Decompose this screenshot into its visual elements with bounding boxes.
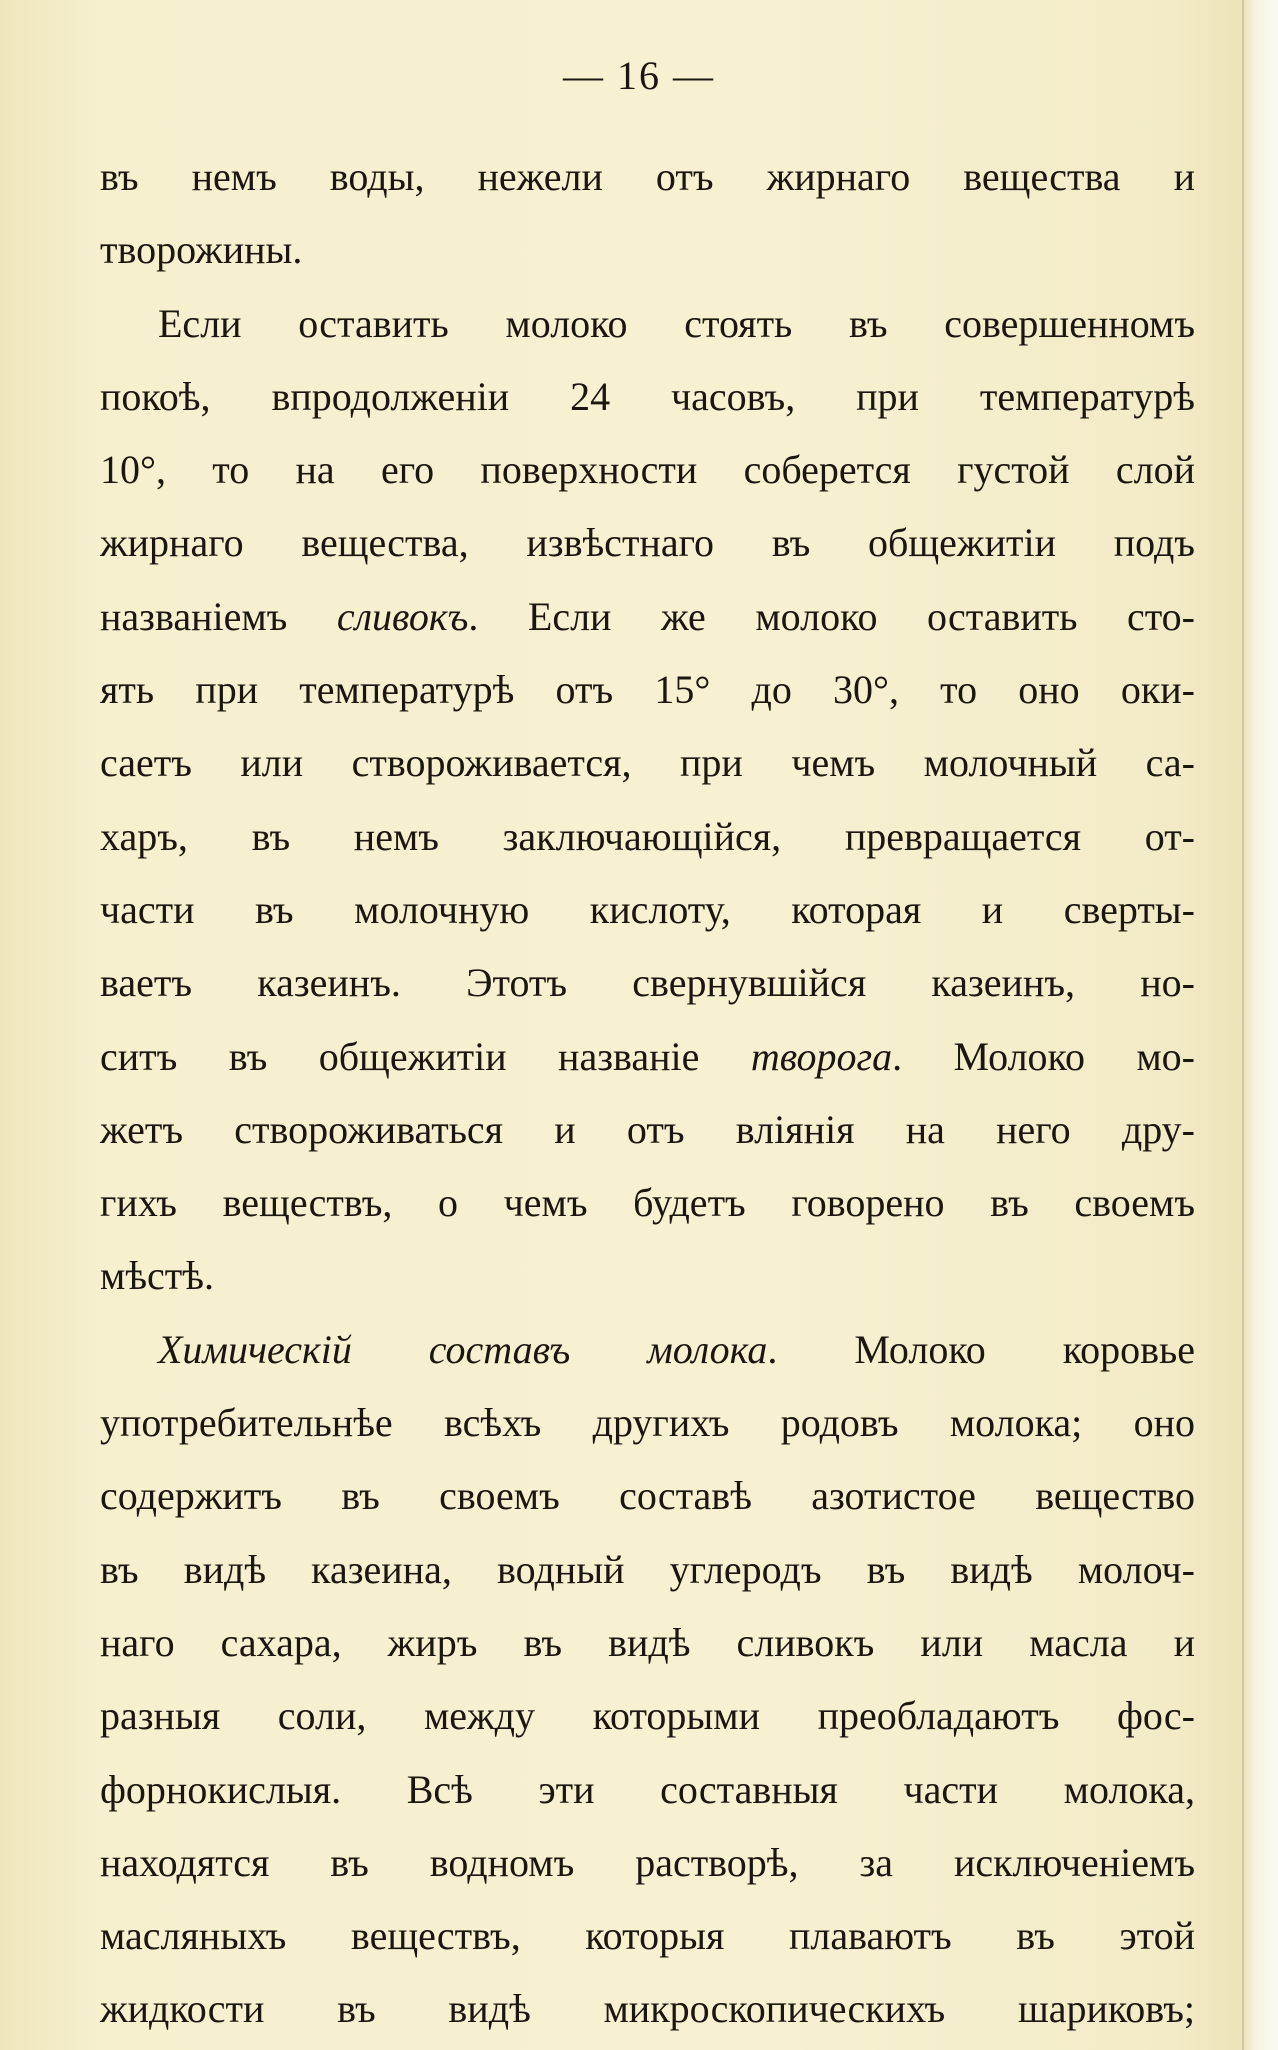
- text-line: наго сахара, жиръ въ видѣ сливокъ или масла и: [100, 1619, 1195, 1665]
- text-line: названіемъ сливокъ. Если же молоко оставить сто-: [100, 593, 1195, 639]
- emphasized-term: творога: [750, 1033, 893, 1079]
- text-line: находятся въ водномъ растворѣ, за исключеніемъ: [100, 1839, 1195, 1885]
- text-line: жидкости въ видѣ микроскопическихъ шариковъ;: [100, 1986, 1195, 2032]
- page-edge: [1242, 0, 1278, 2050]
- text-line: творожины.: [100, 227, 303, 273]
- text-line: харъ, въ немъ заключающійся, превращается от-: [100, 813, 1195, 859]
- emphasized-term: сливокъ: [336, 593, 469, 639]
- text-line: форнокислыя. Всѣ эти составныя части молока,: [100, 1766, 1195, 1812]
- paragraph-1: [100, 140, 1195, 287]
- page-number: — 16 —: [563, 53, 715, 98]
- text-line: жирнаго вещества, извѣстнаго въ общежитіи подъ: [100, 520, 1195, 566]
- text-line: жетъ створоживаться и отъ вліянія на него дру-: [100, 1106, 1195, 1152]
- text-line: мѣстѣ.: [100, 1253, 214, 1299]
- text-line: содержитъ въ своемъ составѣ азотистое вещество: [100, 1473, 1195, 1519]
- text-line: части въ молочную кислоту, которая и сверты-: [100, 886, 1195, 932]
- text-line: Если оставить молоко стоять въ совершенномъ: [158, 300, 1195, 346]
- text-line: разныя соли, между которыми преобладаютъ фос-: [100, 1693, 1195, 1739]
- text-line: покоѣ, впродолженіи 24 часовъ, при температурѣ: [100, 373, 1195, 419]
- paragraph-2: [100, 287, 1195, 1313]
- text-line: употребительнѣе всѣхъ другихъ родовъ молока; оно: [100, 1400, 1195, 1446]
- text-line: масляныхъ веществъ, которыя плаваютъ въ этой: [100, 1913, 1195, 1959]
- paragraph-3: [100, 1313, 1195, 2046]
- text-line: саетъ или створоживается, при чемъ молочный са-: [100, 740, 1195, 786]
- text-line: 10°, то на его поверхности соберется густой слой: [100, 447, 1195, 493]
- page-text: [100, 140, 1195, 2046]
- text-line: ять при температурѣ отъ 15° до 30°, то оно оки-: [100, 667, 1195, 713]
- text-line: ваетъ казеинъ. Этотъ свернувшійся казеинъ, но-: [100, 960, 1195, 1006]
- emphasized-term: Химическій составъ молока: [158, 1326, 768, 1372]
- text-line: Химическій составъ молока. Молоко коровье: [158, 1326, 1195, 1372]
- text-line: въ видѣ казеина, водный углеродъ въ видѣ молоч-: [100, 1546, 1195, 1592]
- text-line: въ немъ воды, нежели отъ жирнаго вещества и: [100, 154, 1195, 199]
- text-line: гихъ веществъ, о чемъ будетъ говорено въ своемъ: [100, 1180, 1195, 1226]
- text-line: ситъ въ общежитіи названіе творога. Молоко мо-: [100, 1033, 1195, 1079]
